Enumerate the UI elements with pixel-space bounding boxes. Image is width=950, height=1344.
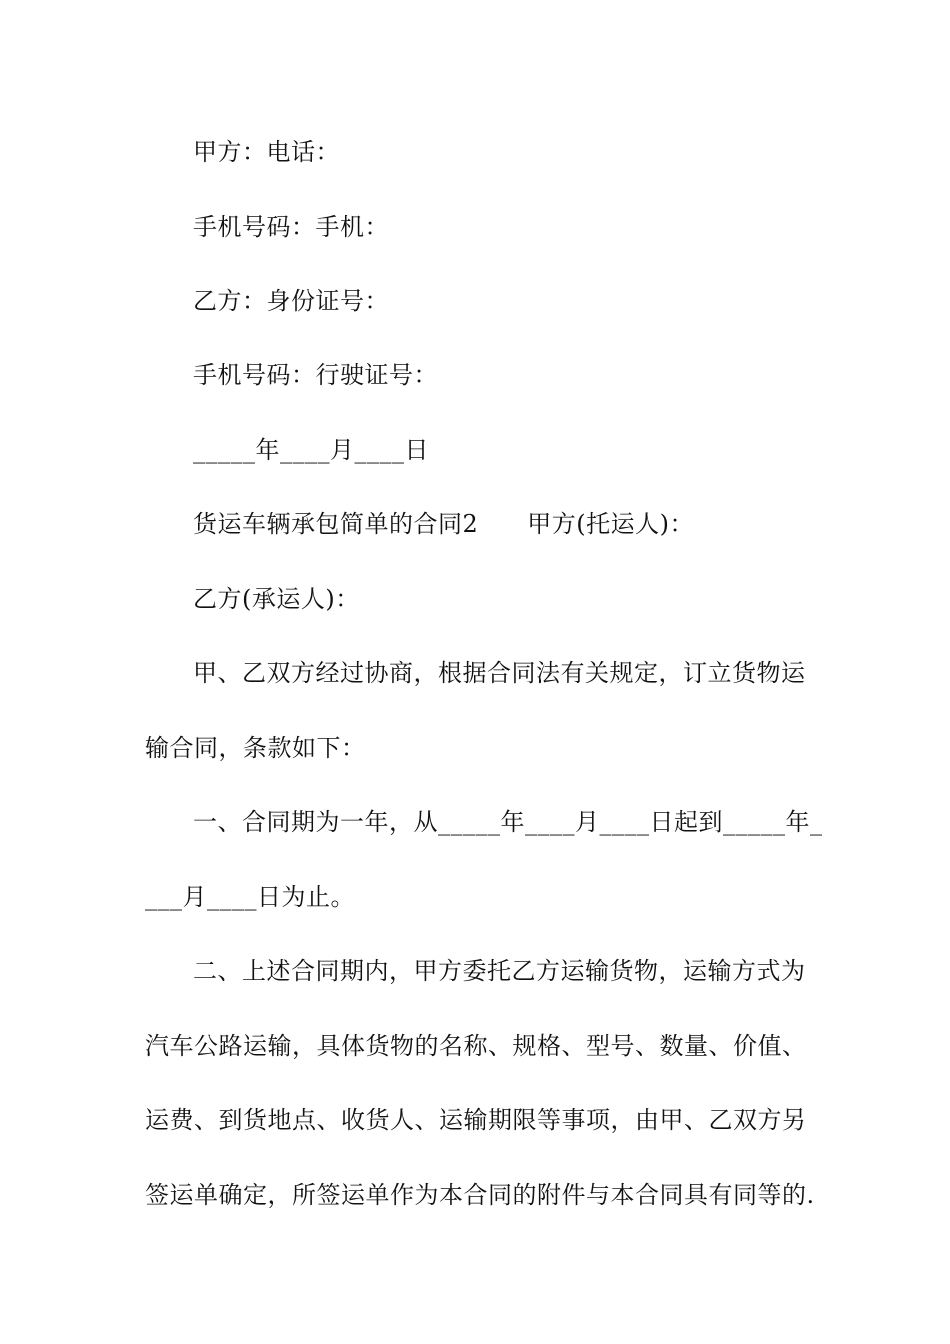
party-a-phone-line: 甲方：电话： — [193, 138, 340, 166]
paragraph-intro-line-1: 甲、乙双方经过协商，根据合同法有关规定，订立货物运 — [193, 659, 806, 687]
clause-1-line-2: ___月____日为止。 — [145, 883, 355, 911]
contract-title-line: 货运车辆承包简单的合同2 甲方(托运人)： — [193, 510, 694, 538]
mobile-license-line: 手机号码：行驶证号： — [193, 361, 438, 389]
date-line: _____年____月____日 — [193, 436, 429, 464]
carrier-line: 乙方(承运人)： — [193, 585, 360, 613]
clause-2-line-4: 签运单确定，所签运单作为本合同的附件与本合同具有同等的. — [145, 1181, 815, 1209]
clause-2-line-3: 运费、到货地点、收货人、运输期限等事项，由甲、乙双方另 — [145, 1106, 807, 1134]
clause-2-line-2: 汽车公路运输，具体货物的名称、规格、型号、数量、价值、 — [145, 1032, 807, 1060]
paragraph-intro-line-2: 输合同，条款如下： — [145, 734, 366, 762]
clause-1-line-1: 一、合同期为一年，从_____年____月____日起到_____年_ — [193, 808, 823, 836]
mobile-number-line-1: 手机号码：手机： — [193, 213, 389, 241]
clause-2-line-1: 二、上述合同期内，甲方委托乙方运输货物，运输方式为 — [193, 957, 806, 985]
party-b-id-line: 乙方：身份证号： — [193, 287, 389, 315]
